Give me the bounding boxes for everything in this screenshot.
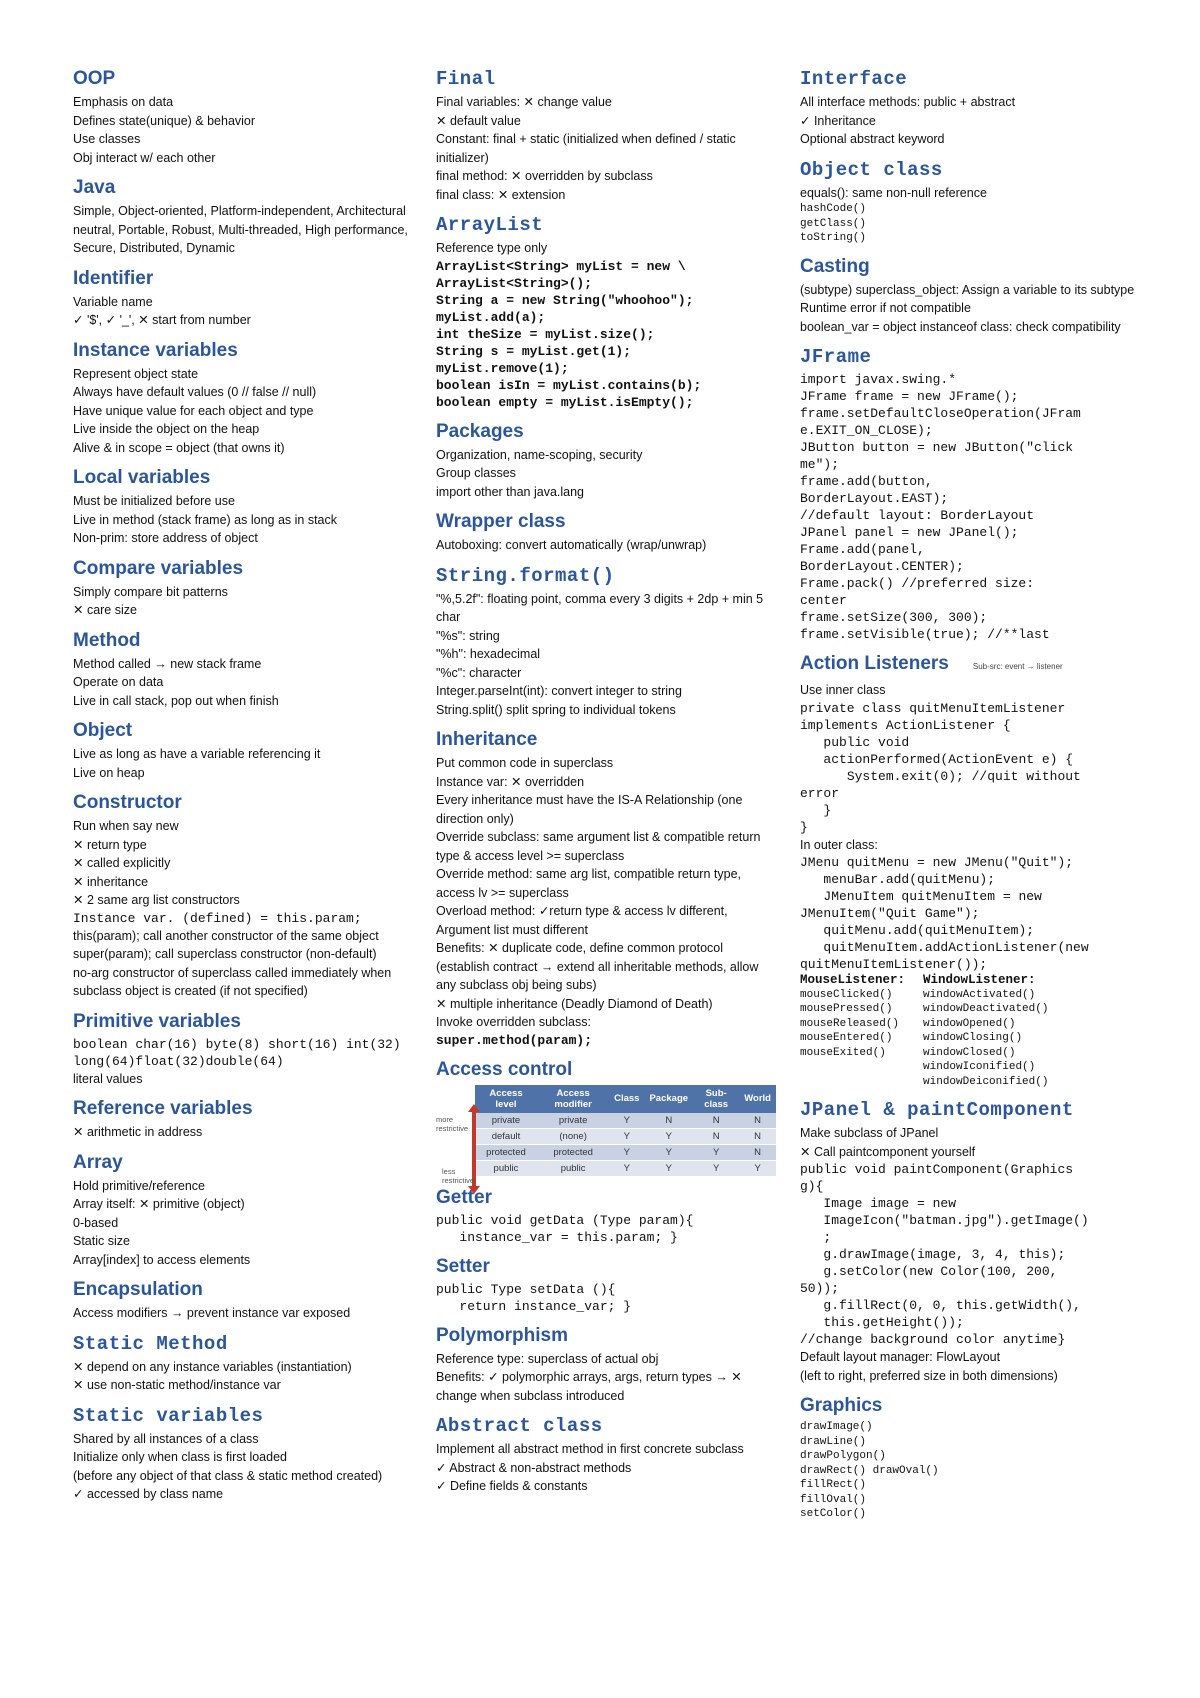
text-line: drawPolygon() <box>800 1450 886 1462</box>
text-line: Implement all abstract method in first concrete subclass <box>436 1442 744 1456</box>
text-line: ✓ Inheritance <box>800 113 876 128</box>
text-line: Live on heap <box>73 765 145 780</box>
jframe-section <box>800 346 1140 643</box>
table-cell: N <box>739 1113 776 1129</box>
text-line: JButton button = new JButton("click <box>800 440 1074 455</box>
table-cell: N <box>644 1113 693 1129</box>
table-cell: Y <box>609 1160 644 1176</box>
text-line: Default layout manager: FlowLayout <box>800 1350 1001 1364</box>
text-line: ✓ accessed by class name <box>73 1487 224 1501</box>
packages-section <box>436 421 776 502</box>
text-line: Reference type: superclass of actual obj <box>436 1351 659 1366</box>
text-line: menuBar.add(quitMenu); <box>800 872 996 887</box>
text-line: public void <box>800 734 910 750</box>
text-line: ImageIcon("batman.jpg").getImage() <box>800 1213 1089 1228</box>
text-line: quitMenuItem.addActionListener(new <box>800 940 1089 955</box>
text-line: windowDeiconified() <box>923 1075 1049 1088</box>
listener-methods <box>800 973 1140 1089</box>
text-line: equals(): same non-null reference <box>800 185 987 200</box>
text-line: Array itself: ✕ primitive (object) <box>73 1197 245 1211</box>
text-line: Represent object state <box>73 366 199 381</box>
reference-variables-heading: Reference variables <box>73 1098 253 1119</box>
text-line: BorderLayout.EAST); <box>800 491 949 506</box>
text-line: public Type setData (){ <box>436 1281 616 1297</box>
getter-heading: Getter <box>436 1186 492 1208</box>
text-line: Optional abstract keyword <box>800 132 945 146</box>
text-line: ✕ 2 same arg list constructors <box>73 893 240 907</box>
text-line: ✕ called explicitly <box>73 856 171 870</box>
table-cell: Y <box>609 1128 644 1144</box>
listener-note: Sub-src: event → listener <box>972 662 1063 671</box>
table-header: Class <box>609 1085 644 1113</box>
text-line: 50)); <box>800 1281 840 1296</box>
mouse-listener-list <box>800 973 905 1089</box>
text-line: setColor() <box>800 1508 867 1520</box>
text-line: Integer.parseInt(int): convert integer to string <box>436 684 682 698</box>
text-line: Shared by all instances of a class <box>73 1431 259 1446</box>
text-line: windowClosing() <box>923 1032 1023 1044</box>
text-line: Initialize only when class is first loaded <box>73 1450 287 1464</box>
text-line: import other than java.lang <box>436 484 585 499</box>
text-line: (left to right, preferred size in both dimensions) <box>800 1368 1058 1383</box>
text-line: Access modifiers → prevent instance var exposed <box>73 1306 351 1320</box>
compare-variables-section <box>73 558 413 620</box>
local-variables-heading: Local variables <box>73 467 211 488</box>
text-line: "%h": hexadecimal <box>436 647 541 661</box>
text-line: (subtype) superclass_object: Assign a variable to its subtype <box>800 282 1135 297</box>
text-line: quitMenuItemListener()); <box>800 957 988 972</box>
text-line: final method: ✕ overridden by subclass <box>436 169 653 183</box>
constructor-heading: Constructor <box>73 792 182 813</box>
interface-section <box>800 68 1140 149</box>
text-line: Autoboxing: convert automatically (wrap/unwrap) <box>436 538 707 552</box>
text-line: boolean empty = myList.isEmpty(); <box>436 394 694 410</box>
code-line: Instance var. (defined) = this.param; <box>73 910 362 926</box>
text-line: Alive & in scope = object (that owns it) <box>73 440 285 455</box>
text-line: "%s": string <box>436 628 500 643</box>
text-line: Override subclass: same argument list & compatible return type & access level >= superclass <box>436 830 761 863</box>
final-section <box>436 68 776 204</box>
text-line: String.split() split spring to individual tokens <box>436 702 676 717</box>
text-line: JMenuItem("Quit Game"); <box>800 906 980 921</box>
graphics-heading: Graphics <box>800 1395 883 1416</box>
text-line: } <box>800 802 832 818</box>
poly-section <box>436 1325 776 1406</box>
final-heading: Final <box>436 68 496 90</box>
encapsulation-heading: Encapsulation <box>73 1279 203 1300</box>
inheritance-section <box>436 729 776 1049</box>
text-line: Defines state(unique) & behavior <box>73 113 256 128</box>
object-section <box>800 159 1140 246</box>
object-heading: Object <box>73 720 133 741</box>
casting-section <box>800 256 1140 337</box>
arraylist-heading: ArrayList <box>436 214 544 236</box>
table-row <box>475 1144 776 1160</box>
text-line: this.getHeight()); <box>800 1315 964 1330</box>
text-line: Overload method: ✓return type & access lv different, Argument list must different <box>436 904 728 937</box>
identifier-heading: Identifier <box>73 267 154 289</box>
casting-heading: Casting <box>800 255 870 277</box>
text-line: BorderLayout.CENTER); <box>800 559 964 574</box>
text-line: Runtime error if not compatible <box>800 301 971 315</box>
text-line: Constant: final + static (initialized when defined / static initializer) <box>436 132 736 165</box>
table-cell: N <box>739 1128 776 1144</box>
text-line: Simply compare bit patterns <box>73 584 228 599</box>
java-heading: Java <box>73 177 116 198</box>
text-line: frame.add(button, <box>800 474 933 489</box>
table-row <box>475 1160 776 1176</box>
text-line: private class quitMenuItemListener <box>800 700 1066 716</box>
window-listener-title: WindowListener: <box>923 973 1036 987</box>
text-line: "%,5.2f": floating point, comma every 3 digits + 2dp + min 5 char <box>436 591 764 624</box>
method-section <box>73 630 413 711</box>
text-line: fillRect() <box>800 1479 867 1491</box>
java-section <box>73 177 413 258</box>
text-line: 0-based <box>73 1215 119 1230</box>
text-line: "%c": character <box>436 665 522 680</box>
text-line: Frame.pack() //preferred size: <box>800 576 1035 591</box>
less-restrictive-label: less restrictive <box>442 1166 475 1185</box>
text-line: Non-prim: store address of object <box>73 531 258 545</box>
array-section <box>73 1152 413 1270</box>
text-line: Live as long as have a variable referencing it <box>73 747 321 761</box>
reference-variables-section <box>73 1098 413 1142</box>
access-table-wrap <box>436 1085 776 1185</box>
text-line: toString() <box>800 232 867 244</box>
string-format-heading: String.format() <box>436 564 615 587</box>
text-line: Instance var: ✕ overridden <box>436 774 585 789</box>
object-class-heading: Object class <box>800 158 943 181</box>
text-line: ✕ depend on any instance variables (instantiation) <box>73 1359 352 1374</box>
local-variables-section <box>73 467 413 548</box>
table-cell: protected <box>537 1144 609 1160</box>
column-left <box>73 68 413 1514</box>
text-line: drawLine() <box>800 1435 867 1448</box>
text-line: ArrayList<String> myList = new \ <box>436 258 686 274</box>
text-line: ✕ arithmetic in address <box>73 1125 203 1139</box>
oop-heading: OOP <box>73 68 116 89</box>
text-line: Must be initialized before use <box>73 494 235 508</box>
text-line: long(64)float(32)double(64) <box>73 1053 284 1069</box>
text-line: frame.setSize(300, 300); <box>800 610 988 625</box>
text-line: mouseExited() <box>800 1046 886 1059</box>
text-line: ✓ Define fields & constants <box>436 1479 588 1493</box>
text-line: boolean isIn = myList.contains(b); <box>436 377 702 393</box>
table-header: Access modifier <box>537 1085 609 1113</box>
text-line: ✓ '$', ✓ '_', ✕ start from number <box>73 313 251 327</box>
text-line: no-arg constructor of superclass called immediately when subclass object is created (if not specified) <box>73 965 392 998</box>
inheritance-heading: Inheritance <box>436 729 538 750</box>
text-line: windowClosed() <box>923 1046 1016 1059</box>
table-cell: Y <box>693 1144 739 1160</box>
listeners-section <box>800 653 1140 1089</box>
text-line: instance_var = this.param; } <box>436 1229 678 1245</box>
table-cell: N <box>693 1113 739 1129</box>
table-cell: Y <box>644 1128 693 1144</box>
text-line: Benefits: ✓ polymorphic arrays, args, return types → ✕ change when subclass introduced <box>436 1370 742 1403</box>
constructor-section <box>73 792 413 1001</box>
text-line: Live in call stack, pop out when finish <box>73 693 279 708</box>
instance-variables-section <box>73 340 413 458</box>
text-line: center <box>800 593 847 608</box>
object-section <box>73 720 413 782</box>
action-listeners-heading: Action Listeners <box>800 653 949 674</box>
text-line: ✕ Call paintcomponent yourself <box>800 1144 976 1159</box>
table-cell: Y <box>693 1160 739 1176</box>
text-line: ; <box>800 1230 832 1245</box>
column-middle <box>436 68 776 1506</box>
primitive-variables-heading: Primitive variables <box>73 1010 241 1032</box>
text-line: String a = new String("whoohoo"); <box>436 292 694 308</box>
text-line: int theSize = myList.size(); <box>436 326 655 342</box>
text-line: Array[index] to access elements <box>73 1252 251 1267</box>
jpanel-section <box>800 1099 1140 1385</box>
text-line: All interface methods: public + abstract <box>800 95 1016 109</box>
wrapper-section <box>436 511 776 555</box>
abstract-section <box>436 1415 776 1496</box>
text-line: Reference type only <box>436 241 548 255</box>
text-line: ✕ use non-static method/instance var <box>73 1378 281 1392</box>
text-line: Obj interact w/ each other <box>73 150 216 165</box>
more-restrictive-label: more restrictive <box>436 1114 469 1133</box>
table-cell: private <box>537 1113 609 1129</box>
text-line: e.EXIT_ON_CLOSE); <box>800 423 933 438</box>
text-line: //change background color anytime} <box>800 1332 1066 1347</box>
text-line: drawImage() <box>800 1421 873 1433</box>
text-line: boolean_var = object instanceof class: check compatibility <box>800 319 1121 334</box>
text-line: g){ <box>800 1179 824 1194</box>
text-line: super.method(param); <box>436 1032 593 1048</box>
text-line: Frame.add(panel, <box>800 542 925 557</box>
table-cell: (none) <box>537 1128 609 1144</box>
text-line: ✓ Abstract & non-abstract methods <box>436 1460 632 1475</box>
text-line: Final variables: ✕ change value <box>436 95 612 109</box>
text-line: Have unique value for each object and type <box>73 403 314 418</box>
jframe-heading: JFrame <box>800 346 872 368</box>
text-line: myList.add(a); <box>436 309 546 325</box>
text-line: Run when say new <box>73 819 179 833</box>
text-line: myList.remove(1); <box>436 360 569 376</box>
text-line: String s = myList.get(1); <box>436 343 632 359</box>
instance-variables-heading: Instance variables <box>73 339 238 361</box>
table-cell: Y <box>609 1144 644 1160</box>
table-cell: N <box>739 1144 776 1160</box>
static-method-heading: Static Method <box>73 1332 228 1355</box>
table-cell: Y <box>609 1113 644 1129</box>
text-line: Method called → new stack frame <box>73 656 262 671</box>
text-line: windowDeactivated() <box>923 1003 1049 1015</box>
text-line: } <box>800 819 808 835</box>
text-line: Put common code in superclass <box>436 756 614 770</box>
table-cell: Y <box>644 1160 693 1176</box>
access-control-heading: Access control <box>436 1058 573 1080</box>
text-line: Group classes <box>436 466 516 480</box>
jpanel-paintcomponent-heading: JPanel & paintComponent <box>800 1099 1074 1121</box>
text-line: ✕ multiple inheritance (Deadly Diamond of Death) <box>436 996 713 1011</box>
oop-section <box>73 68 413 167</box>
text-line: windowActivated() <box>923 988 1036 1001</box>
array-heading: Array <box>73 1151 123 1173</box>
action-listeners-heading-row <box>800 653 1140 678</box>
text-line: Use classes <box>73 132 141 146</box>
text-line: Variable name <box>73 294 153 309</box>
text-line: Organization, name-scoping, security <box>436 447 643 462</box>
text-line: Make subclass of JPanel <box>800 1126 939 1140</box>
text-line: (before any object of that class & static method created) <box>73 1468 383 1483</box>
text-line: Always have default values (0 // false // null) <box>73 385 317 399</box>
format-section <box>436 565 776 720</box>
text-line: g.fillRect(0, 0, this.getWidth(), <box>800 1298 1081 1313</box>
table-cell: Y <box>739 1160 776 1176</box>
table-header: Access level <box>475 1085 537 1113</box>
interface-heading: Interface <box>800 68 908 90</box>
text-line: final class: ✕ extension <box>436 187 566 202</box>
table-cell: default <box>475 1128 537 1144</box>
text-line: JMenu quitMenu = new JMenu("Quit"); <box>800 855 1074 870</box>
text-line: super(param); call superclass constructor (non-default) <box>73 947 377 961</box>
text-line: quitMenu.add(quitMenuItem); <box>800 923 1035 938</box>
text-line: ✕ default value <box>436 113 521 128</box>
text-line: g.drawImage(image, 3, 4, this); <box>800 1247 1066 1262</box>
primitive-variables-section <box>73 1011 413 1089</box>
method-heading: Method <box>73 629 141 651</box>
text-line: Every inheritance must have the IS-A Relationship (one direction only) <box>436 793 743 826</box>
text-line: JMenuItem quitMenuItem = new <box>800 889 1042 904</box>
text-line: fillOval() <box>800 1493 867 1506</box>
table-cell: private <box>475 1113 537 1129</box>
table-row <box>475 1113 776 1129</box>
text-line: import javax.swing.* <box>800 372 957 387</box>
graphics-section <box>800 1395 1140 1522</box>
text-line: frame.setDefaultCloseOperation(JFram <box>800 406 1081 421</box>
text-line: Operate on data <box>73 675 164 689</box>
table-header: Sub-class <box>693 1085 739 1113</box>
text-line: actionPerformed(ActionEvent e) { <box>800 751 1074 767</box>
table-row <box>475 1128 776 1144</box>
text-line: frame.setVisible(true); //**last <box>800 627 1050 642</box>
text-line: Static size <box>73 1234 130 1248</box>
table-header: World <box>739 1085 776 1113</box>
setter-section <box>436 1256 776 1315</box>
getter-section <box>436 1187 776 1246</box>
text-line: windowOpened() <box>923 1017 1016 1030</box>
text-line: boolean char(16) byte(8) short(16) int(32) <box>73 1036 401 1052</box>
text-line: mousePressed() <box>800 1003 893 1015</box>
text-line: literal values <box>73 1071 143 1086</box>
text-line: Invoke overridden subclass: <box>436 1015 591 1029</box>
arraylist-section <box>436 214 776 411</box>
text-line: Simple, Object-oriented, Platform-independent, Architectural neutral, Portable, Robust, Multi-threaded, High performance, Secure, Distributed, Dynamic <box>73 204 408 255</box>
table-header: Package <box>644 1085 693 1113</box>
text-line: Hold primitive/reference <box>73 1178 205 1193</box>
text-line: ArrayList<String>(); <box>436 275 593 291</box>
table-cell: public <box>537 1160 609 1176</box>
text-line: JFrame frame = new JFrame(); <box>800 389 1019 404</box>
text-line: //default layout: BorderLayout <box>800 508 1035 523</box>
text-line: error <box>800 785 840 801</box>
static-variables-section <box>73 1405 413 1504</box>
text-line: implements ActionListener { <box>800 717 1011 733</box>
static-method-section <box>73 1333 413 1395</box>
access-section <box>436 1058 776 1185</box>
text-line: ✕ inheritance <box>73 874 149 889</box>
text-line: Emphasis on data <box>73 95 174 109</box>
table-cell: Y <box>644 1144 693 1160</box>
setter-heading: Setter <box>436 1255 490 1277</box>
text-line: mouseReleased() <box>800 1017 900 1030</box>
identifier-section <box>73 268 413 330</box>
text-line: mouseEntered() <box>800 1032 893 1044</box>
text-line: windowIconified() <box>923 1061 1036 1073</box>
text-line: return instance_var; } <box>436 1298 632 1314</box>
restriction-axis <box>436 1085 475 1185</box>
access-table <box>475 1085 776 1177</box>
polymorphism-heading: Polymorphism <box>436 1324 568 1346</box>
table-cell: N <box>693 1128 739 1144</box>
text-line: drawRect() drawOval() <box>800 1464 939 1477</box>
mouse-listener-title: MouseListener: <box>800 973 906 987</box>
text-line: Use inner class <box>800 683 886 697</box>
abstract-class-heading: Abstract class <box>436 1415 603 1437</box>
table-cell: protected <box>475 1144 537 1160</box>
text-line: public void paintComponent(Graphics <box>800 1162 1074 1177</box>
compare-variables-heading: Compare variables <box>73 557 244 579</box>
text-line: ✕ care size <box>73 603 137 617</box>
text-line: ✕ return type <box>73 837 147 852</box>
column-right <box>800 68 1140 1532</box>
text-line: System.exit(0); //quit without <box>800 768 1081 784</box>
text-line: hashCode() <box>800 203 867 215</box>
text-line: JPanel panel = new JPanel(); <box>800 525 1019 540</box>
text-line: Image image = new <box>800 1196 957 1211</box>
text-line: mouseClicked() <box>800 988 893 1001</box>
text-line: getClass() <box>800 217 867 230</box>
text-line: this(param); call another constructor of the same object <box>73 928 379 943</box>
text-line: In outer class: <box>800 837 878 852</box>
table-cell: public <box>475 1160 537 1176</box>
text-line: g.setColor(new Color(100, 200, <box>800 1264 1058 1279</box>
text-line: me"); <box>800 457 840 472</box>
text-line: Live in method (stack frame) as long as in stack <box>73 512 338 527</box>
text-line: Benefits: ✕ duplicate code, define common protocol (establish contract → extend all inheritable methods, allow any subclass obj being subs) <box>436 941 759 992</box>
static-variables-heading: Static variables <box>73 1404 264 1427</box>
wrapper-class-heading: Wrapper class <box>436 511 566 532</box>
text-line: Override method: same arg list, compatible return type, access lv >= superclass <box>436 867 741 900</box>
text-line: public void getData (Type param){ <box>436 1212 694 1228</box>
encapsulation-section <box>73 1279 413 1323</box>
packages-heading: Packages <box>436 420 524 442</box>
window-listener-list <box>923 973 1048 1089</box>
text-line: Live inside the object on the heap <box>73 422 260 436</box>
